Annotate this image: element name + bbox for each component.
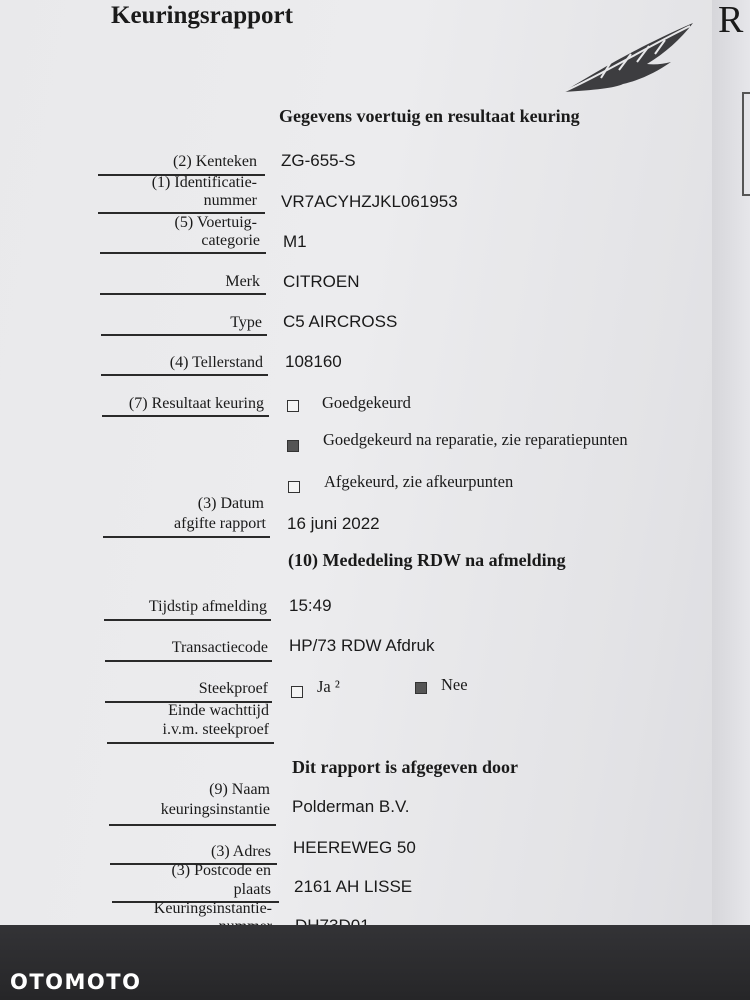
adres-label: (3) Adres [211, 843, 271, 860]
postcode-value: 2161 AH LISSE [294, 877, 413, 896]
naam-label-line2: keuringsinstantie [160, 801, 270, 818]
datum-rule [103, 536, 270, 538]
instantienummer-label-line1: Keuringsinstantie- [153, 900, 272, 917]
type-label: Type [230, 314, 262, 331]
voertuigcategorie-label-line1: (5) Voertuig- [174, 214, 257, 231]
otomoto-watermark: OTOMOTO [10, 970, 142, 994]
resultaat-label: (7) Resultaat keuring [128, 395, 264, 412]
postcode-label-line1: (3) Postcode en [171, 862, 271, 879]
naam-value: Polderman B.V. [292, 797, 410, 816]
transactiecode-value: HP/73 RDW Afdruk [289, 636, 435, 655]
afgekeurd-checkbox [288, 481, 300, 493]
merk-value: CITROEN [283, 272, 360, 291]
feather-logo-icon [555, 18, 700, 98]
issuer-section-heading: Dit rapport is afgegeven door [292, 757, 518, 777]
afgekeurd-option: Afgekeurd, zie afkeurpunten [324, 472, 514, 491]
tijdstip-rule [104, 619, 271, 621]
postcode-label-line2: plaats [233, 881, 271, 898]
adres-value: HEEREWEG 50 [293, 838, 416, 857]
datum-value: 16 juni 2022 [287, 514, 380, 533]
naam-label-line1: (9) Naam [209, 781, 270, 798]
transactiecode-label: Transactiecode [171, 639, 268, 656]
identificatie-label-line1: (1) Identificatie- [151, 174, 257, 191]
kenteken-value: ZG-655-S [281, 151, 356, 170]
naam-rule [109, 824, 276, 826]
side-box [742, 92, 750, 196]
identificatienummer-value: VR7ACYHZJKL061953 [281, 192, 458, 211]
tijdstip-label: Tijdstip afmelding [148, 598, 267, 615]
wachttijd-label-line2: i.v.m. steekproef [162, 721, 269, 738]
voertuigcategorie-rule [100, 252, 266, 254]
steekproef-ja-checkbox [291, 686, 303, 698]
steekproef-label: Steekproef [198, 680, 268, 697]
datum-label-line1: (3) Datum [197, 495, 264, 512]
voertuigcategorie-label-line2: categorie [201, 232, 260, 249]
steekproef-ja-option: Ja ² [317, 677, 340, 696]
rdw-section-heading: (10) Mededeling RDW na afmelding [288, 550, 566, 570]
goedgekeurd-option: Goedgekeurd [322, 393, 411, 412]
kenteken-label: (2) Kenteken [173, 153, 257, 170]
goedgekeurd-na-reparatie-option: Goedgekeurd na reparatie, zie reparatiepunten [323, 430, 628, 449]
wachttijd-label-line1: Einde wachttijd [168, 702, 269, 719]
document-title: Keuringsrapport [111, 2, 293, 29]
tellerstand-rule [101, 374, 268, 376]
merk-label: Merk [225, 273, 260, 290]
type-rule [101, 334, 267, 336]
tellerstand-value: 108160 [285, 352, 342, 371]
datum-label-line2: afgifte rapport [174, 515, 266, 532]
identificatie-label-line2: nummer [203, 192, 257, 209]
wachttijd-rule [107, 742, 274, 744]
side-letter: R [718, 0, 744, 41]
tijdstip-value: 15:49 [289, 596, 332, 615]
goedgekeurd-checkbox [287, 400, 299, 412]
steekproef-nee-checkbox [415, 682, 427, 694]
steekproef-nee-option: Nee [441, 675, 468, 694]
goedgekeurd-na-reparatie-checkbox [287, 440, 299, 452]
transactiecode-rule [105, 660, 272, 662]
vehicle-section-heading: Gegevens voertuig en resultaat keuring [279, 106, 580, 126]
merk-rule [100, 293, 266, 295]
voertuigcategorie-value: M1 [283, 232, 307, 251]
tellerstand-label: (4) Tellerstand [169, 354, 263, 371]
type-value: C5 AIRCROSS [283, 312, 398, 331]
resultaat-rule [102, 415, 269, 417]
